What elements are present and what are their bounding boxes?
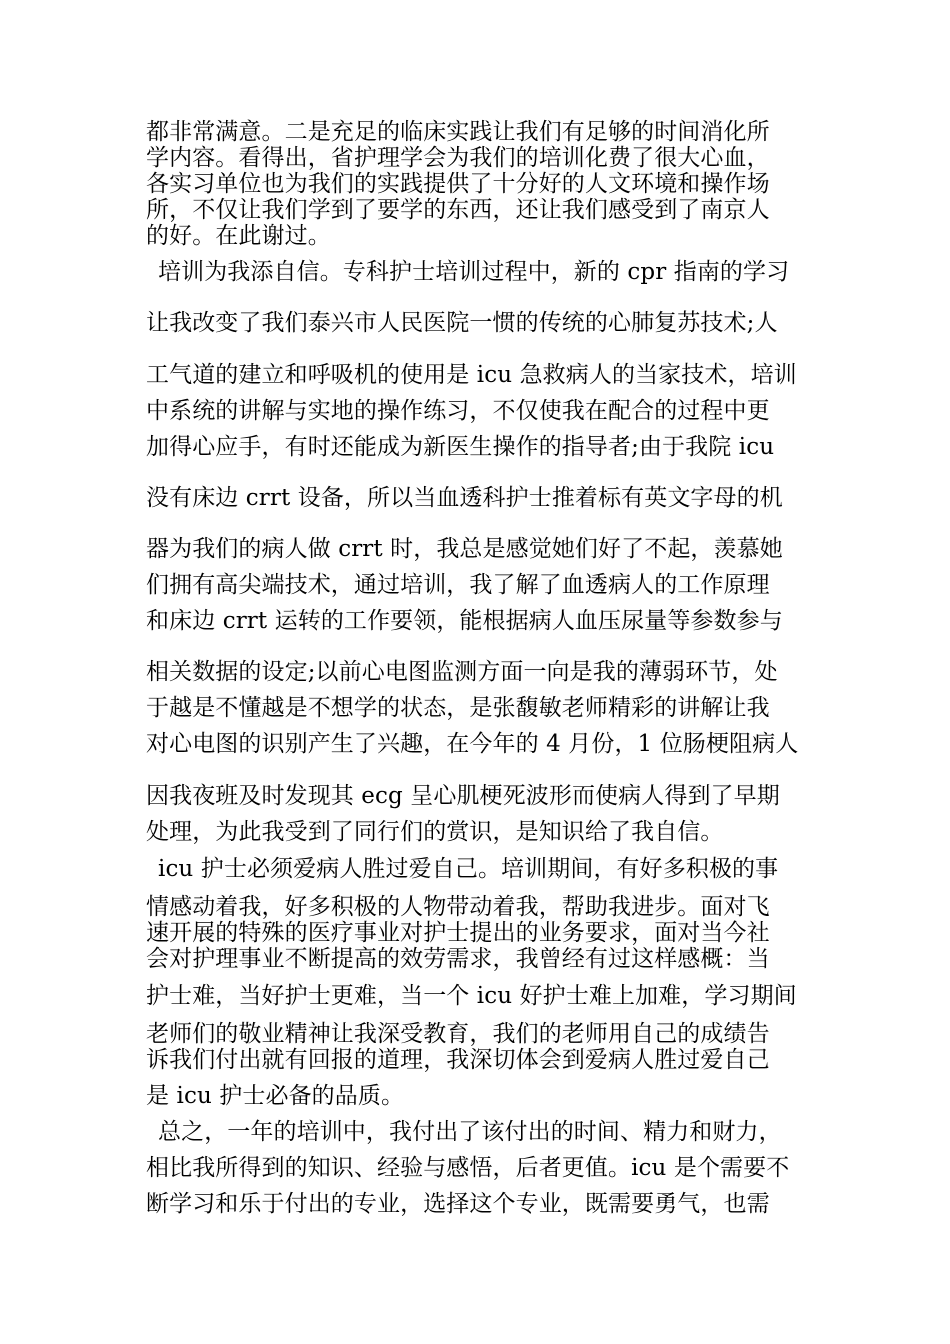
text-line: 所，不仅让我们学到了要学的东西，还让我们感受到了南京人	[146, 197, 770, 223]
text-line: 于越是不懂越是不想学的状态，是张馥敏老师精彩的讲解让我	[146, 695, 770, 721]
text-line: 中系统的讲解与实地的操作练习，不仅使我在配合的过程中更	[146, 398, 770, 424]
text-line: 没有床边 crrt 设备，所以当血透科护士推着标有英文字母的机	[146, 485, 783, 511]
text-line: 护士难，当好护士更难，当一个 icu 好护士难上加难，学习期间	[146, 983, 797, 1009]
text-line: 是 icu 护士必备的品质。	[146, 1083, 405, 1109]
text-line: 器为我们的病人做 crrt 时，我总是感觉她们好了不起，羡慕她	[146, 536, 783, 562]
text-line: 老师们的敬业精神让我深受教育，我们的老师用自己的成绩告	[146, 1021, 770, 1047]
text-line: 断学习和乐于付出的专业，选择这个专业，既需要勇气，也需	[146, 1191, 770, 1217]
text-line: 因我夜班及时发现其 ecg 呈心肌梗死波形而使病人得到了早期	[146, 783, 780, 809]
paragraph-start-line: icu 护士必须爱病人胜过爱自己。培训期间，有好多积极的事	[158, 856, 779, 882]
text-line: 学内容。看得出，省护理学会为我们的培训化费了很大心血，	[146, 145, 770, 171]
text-line: 和床边 crrt 运转的工作要领，能根据病人血压尿量等参数参与	[146, 608, 783, 634]
text-line: 工气道的建立和呼吸机的使用是 icu 急救病人的当家技术，培训	[146, 362, 797, 388]
text-line: 相比我所得到的知识、经验与感悟，后者更值。icu 是个需要不	[146, 1155, 790, 1181]
text-line: 的好。在此谢过。	[146, 223, 331, 249]
text-line: 诉我们付出就有回报的道理，我深切体会到爱病人胜过爱自己	[146, 1047, 770, 1073]
text-line: 对心电图的识别产生了兴趣，在今年的 4 月份，1 位肠梗阻病人	[146, 731, 799, 757]
paragraph-start-line: 培训为我添自信。专科护士培训过程中，新的 cpr 指南的学习	[158, 259, 790, 285]
text-line: 处理，为此我受到了同行们的赏识，是知识给了我自信。	[146, 819, 724, 845]
text-line: 速开展的特殊的医疗事业对护士提出的业务要求，面对当今社	[146, 920, 770, 946]
paragraph-start-line: 总之，一年的培训中，我付出了该付出的时间、精力和财力，	[158, 1119, 782, 1145]
text-line: 相关数据的设定;以前心电图监测方面一向是我的薄弱环节，处	[146, 659, 778, 685]
text-line: 加得心应手，有时还能成为新医生操作的指导者;由于我院 icu	[146, 434, 775, 460]
text-line: 会对护理事业不断提高的效劳需求，我曾经有过这样感概：当	[146, 946, 770, 972]
text-line: 们拥有高尖端技术，通过培训，我了解了血透病人的工作原理	[146, 572, 770, 598]
text-line: 让我改变了我们泰兴市人民医院一惯的传统的心肺复苏技术;人	[146, 310, 778, 336]
text-line: 情感动着我，好多积极的人物带动着我，帮助我进步。面对飞	[146, 894, 770, 920]
text-line: 都非常满意。二是充足的临床实践让我们有足够的时间消化所	[146, 119, 770, 145]
text-line: 各实习单位也为我们的实践提供了十分好的人文环境和操作场	[146, 171, 770, 197]
